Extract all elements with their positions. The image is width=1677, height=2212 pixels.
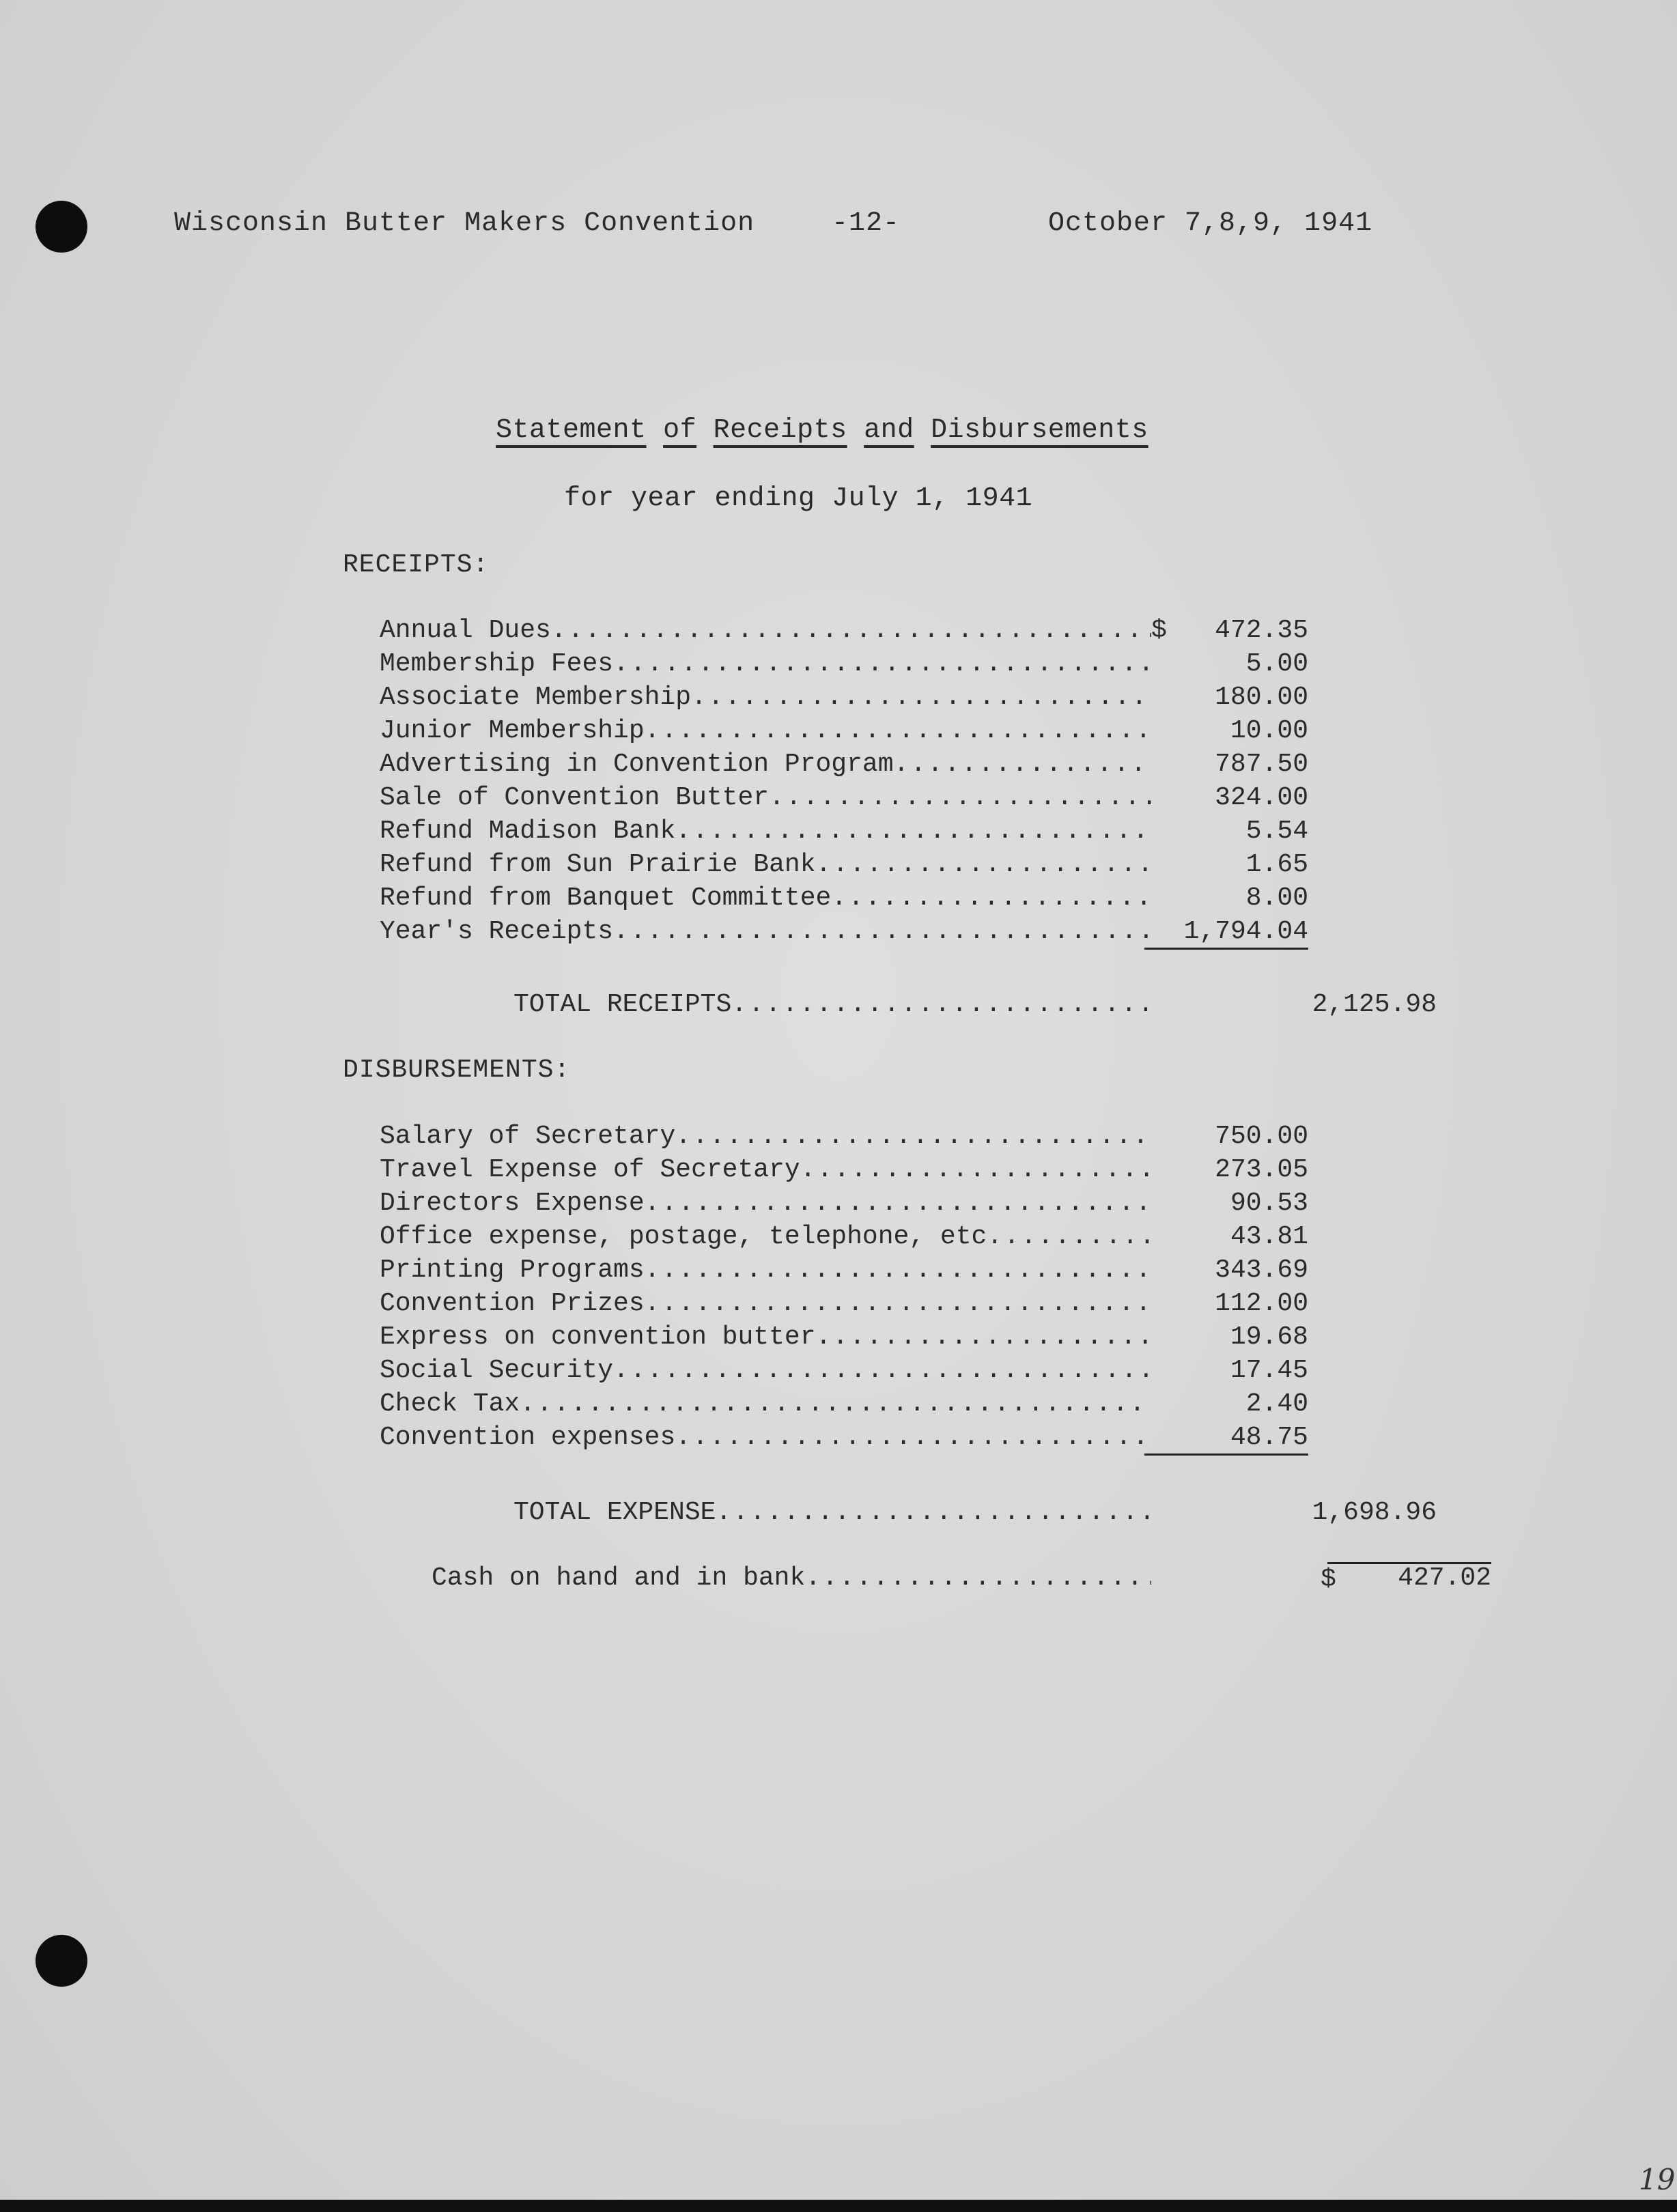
title-word: Statement	[496, 415, 647, 446]
title-word: and	[864, 415, 914, 446]
receipt-label: Sale of Convention Butter .....	[380, 783, 1151, 812]
disbursement-label: Social Security .....	[380, 1356, 1151, 1385]
disbursement-amount: 19.68	[1230, 1322, 1308, 1352]
punch-hole-top	[36, 201, 87, 253]
disbursement-label: Directors Expense .....	[380, 1189, 1151, 1218]
disbursement-label: Express on convention butter .....	[380, 1322, 1151, 1352]
disbursement-label: Convention Prizes .....	[380, 1289, 1151, 1318]
disbursement-amount: 343.69	[1215, 1256, 1308, 1285]
receipt-label: Associate Membership .....	[380, 683, 1151, 712]
receipt-label: Annual Dues .....	[380, 616, 1151, 645]
total-expense-row	[513, 1498, 1469, 1532]
header-organization: Wisconsin Butter Makers Convention	[174, 208, 755, 239]
disbursement-amount: 273.05	[1215, 1155, 1308, 1185]
disbursement-row	[380, 1289, 1308, 1323]
disbursement-row	[380, 1222, 1308, 1256]
punch-hole-bottom	[36, 1935, 87, 1987]
receipt-label: Refund from Sun Prairie Bank .....	[380, 850, 1151, 879]
disbursement-label: Convention expenses .....	[380, 1423, 1151, 1452]
title-word: Disbursements	[931, 415, 1148, 446]
receipt-amount: 10.00	[1230, 716, 1308, 746]
disbursement-label: Printing Programs .....	[380, 1256, 1151, 1285]
statement-subtitle: for year ending July 1, 1941	[564, 483, 1033, 514]
receipt-label: Membership Fees .....	[380, 649, 1151, 679]
receipt-row	[380, 649, 1308, 683]
disbursements-heading: DISBURSEMENTS:	[343, 1055, 571, 1085]
header-date: October 7,8,9, 1941	[1048, 208, 1373, 239]
receipt-label: Year's Receipts .....	[380, 917, 1151, 946]
cash-amount: 427.02	[1398, 1563, 1491, 1593]
total-receipts-row	[513, 990, 1469, 1024]
receipt-row	[380, 750, 1308, 784]
receipt-label: Refund from Banquet Committee .....	[380, 883, 1151, 913]
cash-row	[432, 1563, 1497, 1598]
receipt-row	[380, 883, 1308, 918]
receipt-amount: 787.50	[1215, 750, 1308, 779]
receipt-amount: 5.54	[1245, 817, 1308, 846]
receipt-amount: 1.65	[1245, 850, 1308, 879]
disbursement-row	[380, 1322, 1308, 1357]
receipts-heading: RECEIPTS:	[343, 550, 490, 580]
total-receipts-amount: 2,125.98	[1312, 990, 1437, 1019]
receipt-amount: 1,794.04	[1144, 917, 1308, 950]
receipt-row	[380, 817, 1308, 851]
disbursement-amount: 750.00	[1215, 1122, 1308, 1151]
receipt-row	[380, 783, 1308, 817]
disbursement-label: Salary of Secretary .....	[380, 1122, 1151, 1151]
receipt-row	[380, 716, 1308, 750]
disbursement-amount: 112.00	[1215, 1289, 1308, 1318]
receipt-amount: 472.35	[1215, 616, 1308, 645]
statement-title	[496, 415, 1148, 446]
disbursement-row	[380, 1256, 1308, 1290]
disbursement-amount: 48.75	[1144, 1423, 1308, 1456]
scan-bottom-edge	[0, 2200, 1677, 2212]
total-expense-label: TOTAL EXPENSE .....	[513, 1498, 1151, 1527]
receipt-row	[380, 850, 1308, 884]
disbursement-label: Check Tax .....	[380, 1389, 1151, 1419]
disbursement-row	[380, 1356, 1308, 1390]
receipt-amount: 324.00	[1215, 783, 1308, 812]
total-expense-amount: 1,698.96	[1312, 1498, 1437, 1527]
cash-label: Cash on hand and in bank .....	[432, 1563, 1151, 1593]
receipt-amount: 8.00	[1245, 883, 1308, 913]
handwritten-page-number: 19	[1639, 2163, 1676, 2196]
disbursement-amount: 2.40	[1245, 1389, 1308, 1419]
disbursement-row	[380, 1389, 1308, 1423]
currency-symbol: $	[1151, 616, 1167, 645]
title-word: Receipts	[713, 415, 847, 446]
receipt-amount: 5.00	[1245, 649, 1308, 679]
disbursement-amount: 43.81	[1230, 1222, 1308, 1251]
receipt-label: Advertising in Convention Program .....	[380, 750, 1151, 779]
disbursement-label: Office expense, postage, telephone, etc .....	[380, 1222, 1151, 1251]
header-page-label: -12-	[832, 208, 901, 239]
cash-currency-symbol: $	[1321, 1565, 1336, 1594]
receipt-label: Junior Membership .....	[380, 716, 1151, 746]
total-receipts-label: TOTAL RECEIPTS .....	[513, 990, 1151, 1019]
receipt-row	[380, 683, 1308, 717]
receipt-row	[380, 616, 1308, 650]
disbursement-amount: 17.45	[1230, 1356, 1308, 1385]
receipt-row	[380, 917, 1308, 951]
receipt-label: Refund Madison Bank .....	[380, 817, 1151, 846]
title-word: of	[663, 415, 697, 446]
disbursement-row	[380, 1423, 1308, 1457]
disbursement-row	[380, 1189, 1308, 1223]
receipt-amount: 180.00	[1215, 683, 1308, 712]
disbursement-row	[380, 1122, 1308, 1156]
disbursement-label: Travel Expense of Secretary .....	[380, 1155, 1151, 1185]
disbursement-row	[380, 1155, 1308, 1189]
disbursement-amount: 90.53	[1230, 1189, 1308, 1218]
